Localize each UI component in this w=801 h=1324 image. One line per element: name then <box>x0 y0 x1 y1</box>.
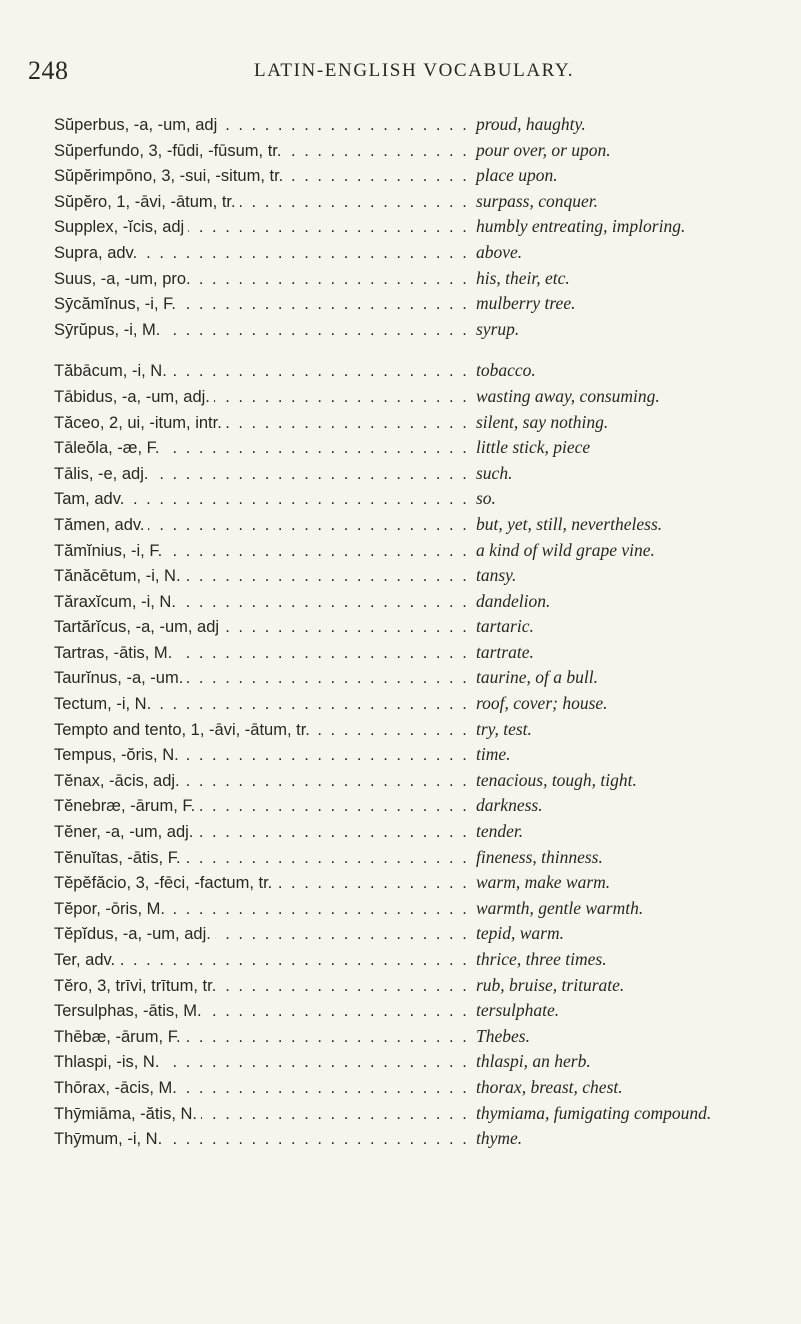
vocabulary-entry <box>54 589 774 615</box>
entry-term: Tăbācum, -i, N. <box>54 362 171 380</box>
entry-gloss: humbly entreating, imploring. <box>476 216 686 237</box>
entry-gloss: a kind of wild grape vine. <box>476 539 655 560</box>
entry-gloss: surpass, conquer. <box>476 190 599 211</box>
entry-term: Tartras, -ātis, M. <box>54 644 176 662</box>
entry-term-cell <box>54 385 472 411</box>
vocabulary-entry <box>54 512 774 538</box>
vocabulary-entry <box>54 1075 774 1101</box>
vocabulary-entry <box>54 640 774 666</box>
vocabulary-entry <box>54 921 774 947</box>
entry-gloss: dandelion. <box>476 590 551 611</box>
entry-gloss: tenacious, tough, tight. <box>476 769 637 790</box>
entry-gloss: such. <box>476 462 513 483</box>
entry-term-cell <box>54 487 472 513</box>
entry-term: Sŭperbus, -a, -um, adj <box>54 116 221 134</box>
entry-term: Tectum, -i, N. <box>54 695 155 713</box>
entry-term-cell <box>54 794 472 820</box>
entry-term: Sŭpĕrimpōno, 3, -sui, -situm, tr. <box>54 167 287 185</box>
vocabulary-entry <box>54 214 774 240</box>
entry-term-cell <box>54 359 472 385</box>
entry-term-cell <box>54 411 472 437</box>
vocabulary-entry <box>54 358 774 384</box>
entry-term-cell <box>54 1050 472 1076</box>
entry-term-cell <box>54 590 472 616</box>
entry-gloss: try, test. <box>476 718 532 739</box>
vocabulary-entry <box>54 461 774 487</box>
vocabulary-entry <box>54 189 774 215</box>
vocabulary-entry <box>54 998 774 1024</box>
vocabulary-entry <box>54 973 774 999</box>
entry-term: Tĕpĕfăcio, 3, -fēci, -factum, tr. <box>54 874 276 892</box>
vocabulary-list <box>54 112 774 1152</box>
vocabulary-entry <box>54 896 774 922</box>
entry-term-cell <box>54 436 472 462</box>
entry-term-cell <box>54 513 472 539</box>
entry-term: Tartărĭcus, -a, -um, adj <box>54 618 223 636</box>
entry-term-cell <box>54 718 472 744</box>
entry-term-cell <box>54 113 472 139</box>
vocabulary-entry <box>54 163 774 189</box>
entry-term: Tĕner, -a, -um, adj. <box>54 823 197 841</box>
entry-term-cell <box>54 641 472 667</box>
entry-term-cell <box>54 692 472 718</box>
vocabulary-entry <box>54 665 774 691</box>
page-header <box>0 56 801 96</box>
entry-term: Tĕnebræ, -ārum, F. <box>54 797 199 815</box>
entry-term-cell <box>54 615 472 641</box>
entry-term-cell <box>54 1102 472 1128</box>
entry-term: Tănăcētum, -i, N. <box>54 567 185 585</box>
vocabulary-entry <box>54 435 774 461</box>
entry-term-cell <box>54 190 472 216</box>
vocabulary-entry <box>54 538 774 564</box>
entry-gloss: tansy. <box>476 565 517 586</box>
entry-term-cell <box>54 564 472 590</box>
entry-term-cell <box>54 948 472 974</box>
entry-gloss: proud, haughty. <box>476 114 586 134</box>
vocabulary-entry <box>54 266 774 292</box>
entry-term-cell <box>54 539 472 565</box>
entry-term: Thōrax, -ācis, M. <box>54 1079 181 1097</box>
vocabulary-entry <box>54 717 774 743</box>
entry-term-cell <box>54 743 472 769</box>
vocabulary-entry <box>54 870 774 896</box>
entry-gloss: thyme. <box>476 1128 523 1149</box>
entry-term-cell <box>54 292 472 318</box>
entry-term: Sȳcămĭnus, -i, F. <box>54 295 180 313</box>
entry-term: Tam, adv. <box>54 490 128 508</box>
entry-term: Tĕnax, -ācis, adj. <box>54 772 184 790</box>
entry-gloss: pour over, or upon. <box>476 139 611 160</box>
entry-term-cell <box>54 462 472 488</box>
entry-term: Thȳmiāma, -ătis, N. <box>54 1105 201 1123</box>
entry-term: Tămĭnius, -i, F. <box>54 542 166 560</box>
entry-gloss: warmth, gentle warmth. <box>476 897 644 918</box>
entry-term: Tĕpĭdus, -a, -um, adj. <box>54 925 215 943</box>
vocabulary-entry <box>54 138 774 164</box>
running-title: LATIN-ENGLISH VOCABULARY. <box>254 60 575 81</box>
vocabulary-entry <box>54 793 774 819</box>
vocabulary-entry <box>54 240 774 266</box>
entry-gloss: silent, say nothing. <box>476 411 609 432</box>
entry-term-cell <box>54 769 472 795</box>
entry-term-cell <box>54 922 472 948</box>
entry-gloss: thrice, three times. <box>476 949 607 969</box>
entry-gloss: tartaric. <box>476 616 534 637</box>
entry-gloss: but, yet, still, nevertheless. <box>476 513 663 534</box>
vocabulary-entry <box>54 410 774 436</box>
vocabulary-entry <box>54 742 774 768</box>
entry-term: Tămen, adv. <box>54 516 148 534</box>
entry-gloss: tersulphate. <box>476 1000 560 1021</box>
entry-gloss: roof, cover; house. <box>476 693 608 714</box>
entry-gloss: darkness. <box>476 795 543 816</box>
entry-term-cell <box>54 318 472 344</box>
vocabulary-entry <box>54 691 774 717</box>
entry-term: Tĕpor, -ōris, M. <box>54 900 169 918</box>
entry-gloss: above. <box>476 241 523 262</box>
entry-term-cell <box>54 267 472 293</box>
entry-term: Taurĭnus, -a, -um. <box>54 669 187 687</box>
entry-gloss: tartrate. <box>476 641 534 662</box>
entry-term: Sŭperfundo, 3, -fūdi, -fūsum, tr. <box>54 142 285 160</box>
entry-term: Supplex, -ĭcis, adj <box>54 218 188 236</box>
vocabulary-entry <box>54 947 774 973</box>
entry-term-cell <box>54 1025 472 1051</box>
entry-gloss: thymiama, fumigating compound. <box>476 1102 712 1123</box>
entry-gloss: place upon. <box>476 165 558 186</box>
entry-gloss: mulberry tree. <box>476 293 576 314</box>
entry-term-cell <box>54 215 472 241</box>
entry-term: Tālis, -e, adj. <box>54 465 152 483</box>
entry-term: Tăraxĭcum, -i, N. <box>54 593 180 611</box>
entry-term-cell <box>54 871 472 897</box>
entry-term-cell <box>54 1076 472 1102</box>
entry-term: Sŭpĕro, 1, -āvi, -ātum, tr. <box>54 193 240 211</box>
entry-term: Thlaspi, -is, N. <box>54 1053 163 1071</box>
entry-term: Tĕro, 3, trīvi, trītum, tr. <box>54 977 220 995</box>
entry-gloss: time. <box>476 744 511 765</box>
entry-term-cell <box>54 139 472 165</box>
entry-group <box>54 112 774 342</box>
vocabulary-entry <box>54 384 774 410</box>
page-number: 248 <box>28 56 69 85</box>
entry-gloss: thorax, breast, chest. <box>476 1076 623 1097</box>
entry-term: Tempto and tento, 1, -āvi, -ātum, tr. <box>54 721 314 739</box>
entry-gloss: syrup. <box>476 318 520 339</box>
entry-term-cell <box>54 820 472 846</box>
entry-term: Thȳmum, -i, N. <box>54 1130 166 1148</box>
entry-gloss: fineness, thinness. <box>476 846 603 867</box>
entry-gloss: tobacco. <box>476 360 536 381</box>
vocabulary-entry <box>54 1049 774 1075</box>
vocabulary-entry <box>54 291 774 317</box>
entry-gloss: thlaspi, an herb. <box>476 1051 591 1072</box>
entry-term-cell <box>54 999 472 1025</box>
entry-term: Tersulphas, -ātis, M. <box>54 1002 206 1020</box>
vocabulary-entry <box>54 614 774 640</box>
entry-gloss: tepid, warm. <box>476 923 564 944</box>
vocabulary-entry <box>54 112 774 138</box>
entry-term-cell <box>54 846 472 872</box>
entry-gloss: wasting away, consuming. <box>476 385 660 406</box>
vocabulary-entry <box>54 845 774 871</box>
entry-term: Tĕnuĭtas, -ātis, F. <box>54 849 185 867</box>
vocabulary-entry <box>54 1101 774 1127</box>
entry-term-cell <box>54 974 472 1000</box>
entry-term-cell <box>54 666 472 692</box>
vocabulary-entry <box>54 486 774 512</box>
entry-gloss: warm, make warm. <box>476 872 611 893</box>
vocabulary-entry <box>54 768 774 794</box>
entry-term: Thēbæ, -ārum, F. <box>54 1028 185 1046</box>
entry-gloss: so. <box>476 488 496 509</box>
vocabulary-entry <box>54 1024 774 1050</box>
entry-term-cell <box>54 1127 472 1153</box>
entry-gloss: rub, bruise, triturate. <box>476 974 625 995</box>
entry-term: Tābidus, -a, -um, adj. <box>54 388 214 406</box>
entry-term-cell <box>54 241 472 267</box>
entry-gloss: taurine, of a bull. <box>476 667 599 688</box>
entry-term-cell <box>54 164 472 190</box>
entry-term: Tempus, -ŏris, N. <box>54 746 183 764</box>
entry-gloss: Thebes. <box>476 1025 530 1046</box>
entry-term: Sȳrŭpus, -i, M. <box>54 321 164 339</box>
entry-gloss: his, their, etc. <box>476 267 570 288</box>
vocabulary-entry <box>54 819 774 845</box>
vocabulary-entry <box>54 563 774 589</box>
entry-term: Ter, adv. <box>54 951 119 969</box>
vocabulary-entry <box>54 1126 774 1152</box>
entry-term-cell <box>54 897 472 923</box>
entry-gloss: little stick, piece <box>476 437 591 458</box>
entry-term: Tăceo, 2, ui, -itum, intr. <box>54 414 226 432</box>
entry-group <box>54 358 774 1151</box>
entry-term: Suus, -a, -um, pro. <box>54 270 195 288</box>
vocabulary-entry <box>54 317 774 343</box>
entry-gloss: tender. <box>476 821 524 842</box>
entry-term: Tālеŏla, -æ, F. <box>54 439 163 457</box>
entry-term: Supra, adv. <box>54 244 141 262</box>
